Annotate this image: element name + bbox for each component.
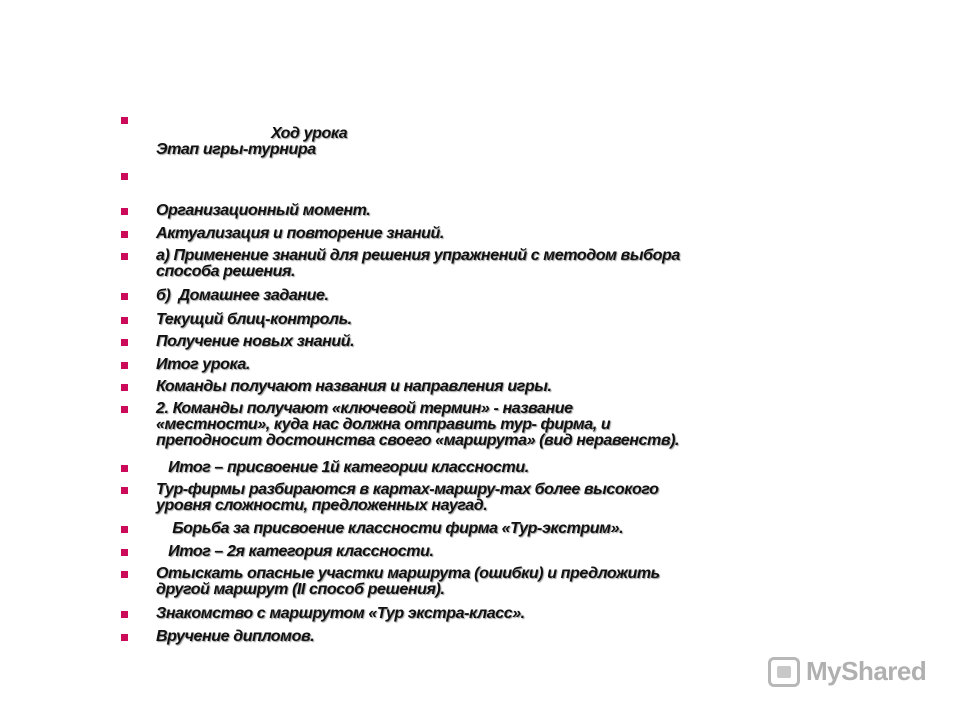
myshared-logo-icon xyxy=(768,657,800,687)
watermark-text: MyShared xyxy=(806,656,927,686)
bullet-icon xyxy=(121,487,128,494)
list-item-text: Итог урока. xyxy=(156,356,250,373)
bullet-icon xyxy=(121,611,128,618)
bullet-icon xyxy=(121,362,128,369)
myshared-watermark xyxy=(768,656,926,687)
list-item-text: 2. Команды получают «ключевой термин» - название «местности», куда нас должна отправить тур- фирма, и преподносит достоинства своего «маршрута» (вид неравенств). xyxy=(156,400,680,449)
list-item-text: Тур-фирмы разбираются в картах-маршру-тах более высокого уровня сложности, предложенных наугад. xyxy=(156,481,659,514)
bullet-icon xyxy=(121,465,128,472)
list-item-text: Борьба за присвоение классности фирма «Тур-экстрим». xyxy=(156,520,624,537)
bullet-icon xyxy=(121,317,128,324)
bullet-icon xyxy=(121,253,128,260)
list-item-text: Знакомство с маршрутом «Тур экстра-класс». xyxy=(156,605,525,622)
bullet-icon xyxy=(121,634,128,641)
bullet-icon xyxy=(121,526,128,533)
bullet-icon xyxy=(121,571,128,578)
bullet-icon xyxy=(121,231,128,238)
list-item-text: Организационный момент. xyxy=(156,202,371,219)
bullet-icon xyxy=(121,384,128,391)
bullet-icon xyxy=(121,293,128,300)
list-item-text: Отыскать опасные участки маршрута (ошибки) и предложить другой маршрут (II способ решения). xyxy=(156,565,660,598)
list-item-text: Команды получают названия и направления игры. xyxy=(156,378,552,395)
bullet-icon xyxy=(121,173,128,180)
bullet-icon xyxy=(121,339,128,346)
list-item-text: Актуализация и повторение знаний. xyxy=(156,225,444,242)
list-item-text: Итог – присвоение 1й категории классности. xyxy=(156,459,529,476)
list-item-text: Текущий блиц-контроль. xyxy=(156,311,352,328)
bullet-icon xyxy=(121,549,128,556)
list-item-text: б) Домашнее задание. xyxy=(156,287,329,304)
bullet-icon xyxy=(121,406,128,413)
bullet-icon xyxy=(121,117,128,124)
list-item-text: а) Применение знаний для решения упражнений с методом выбора способа решения. xyxy=(156,247,680,280)
lesson-title: Ход урока xyxy=(271,125,348,142)
lesson-subtitle: Этап игры-турнира xyxy=(156,141,316,158)
list-item-text: Вручение дипломов. xyxy=(156,628,315,645)
bullet-icon xyxy=(121,208,128,215)
list-item-text: Итог – 2я категория классности. xyxy=(156,543,434,560)
list-item-text: Получение новых знаний. xyxy=(156,333,355,350)
